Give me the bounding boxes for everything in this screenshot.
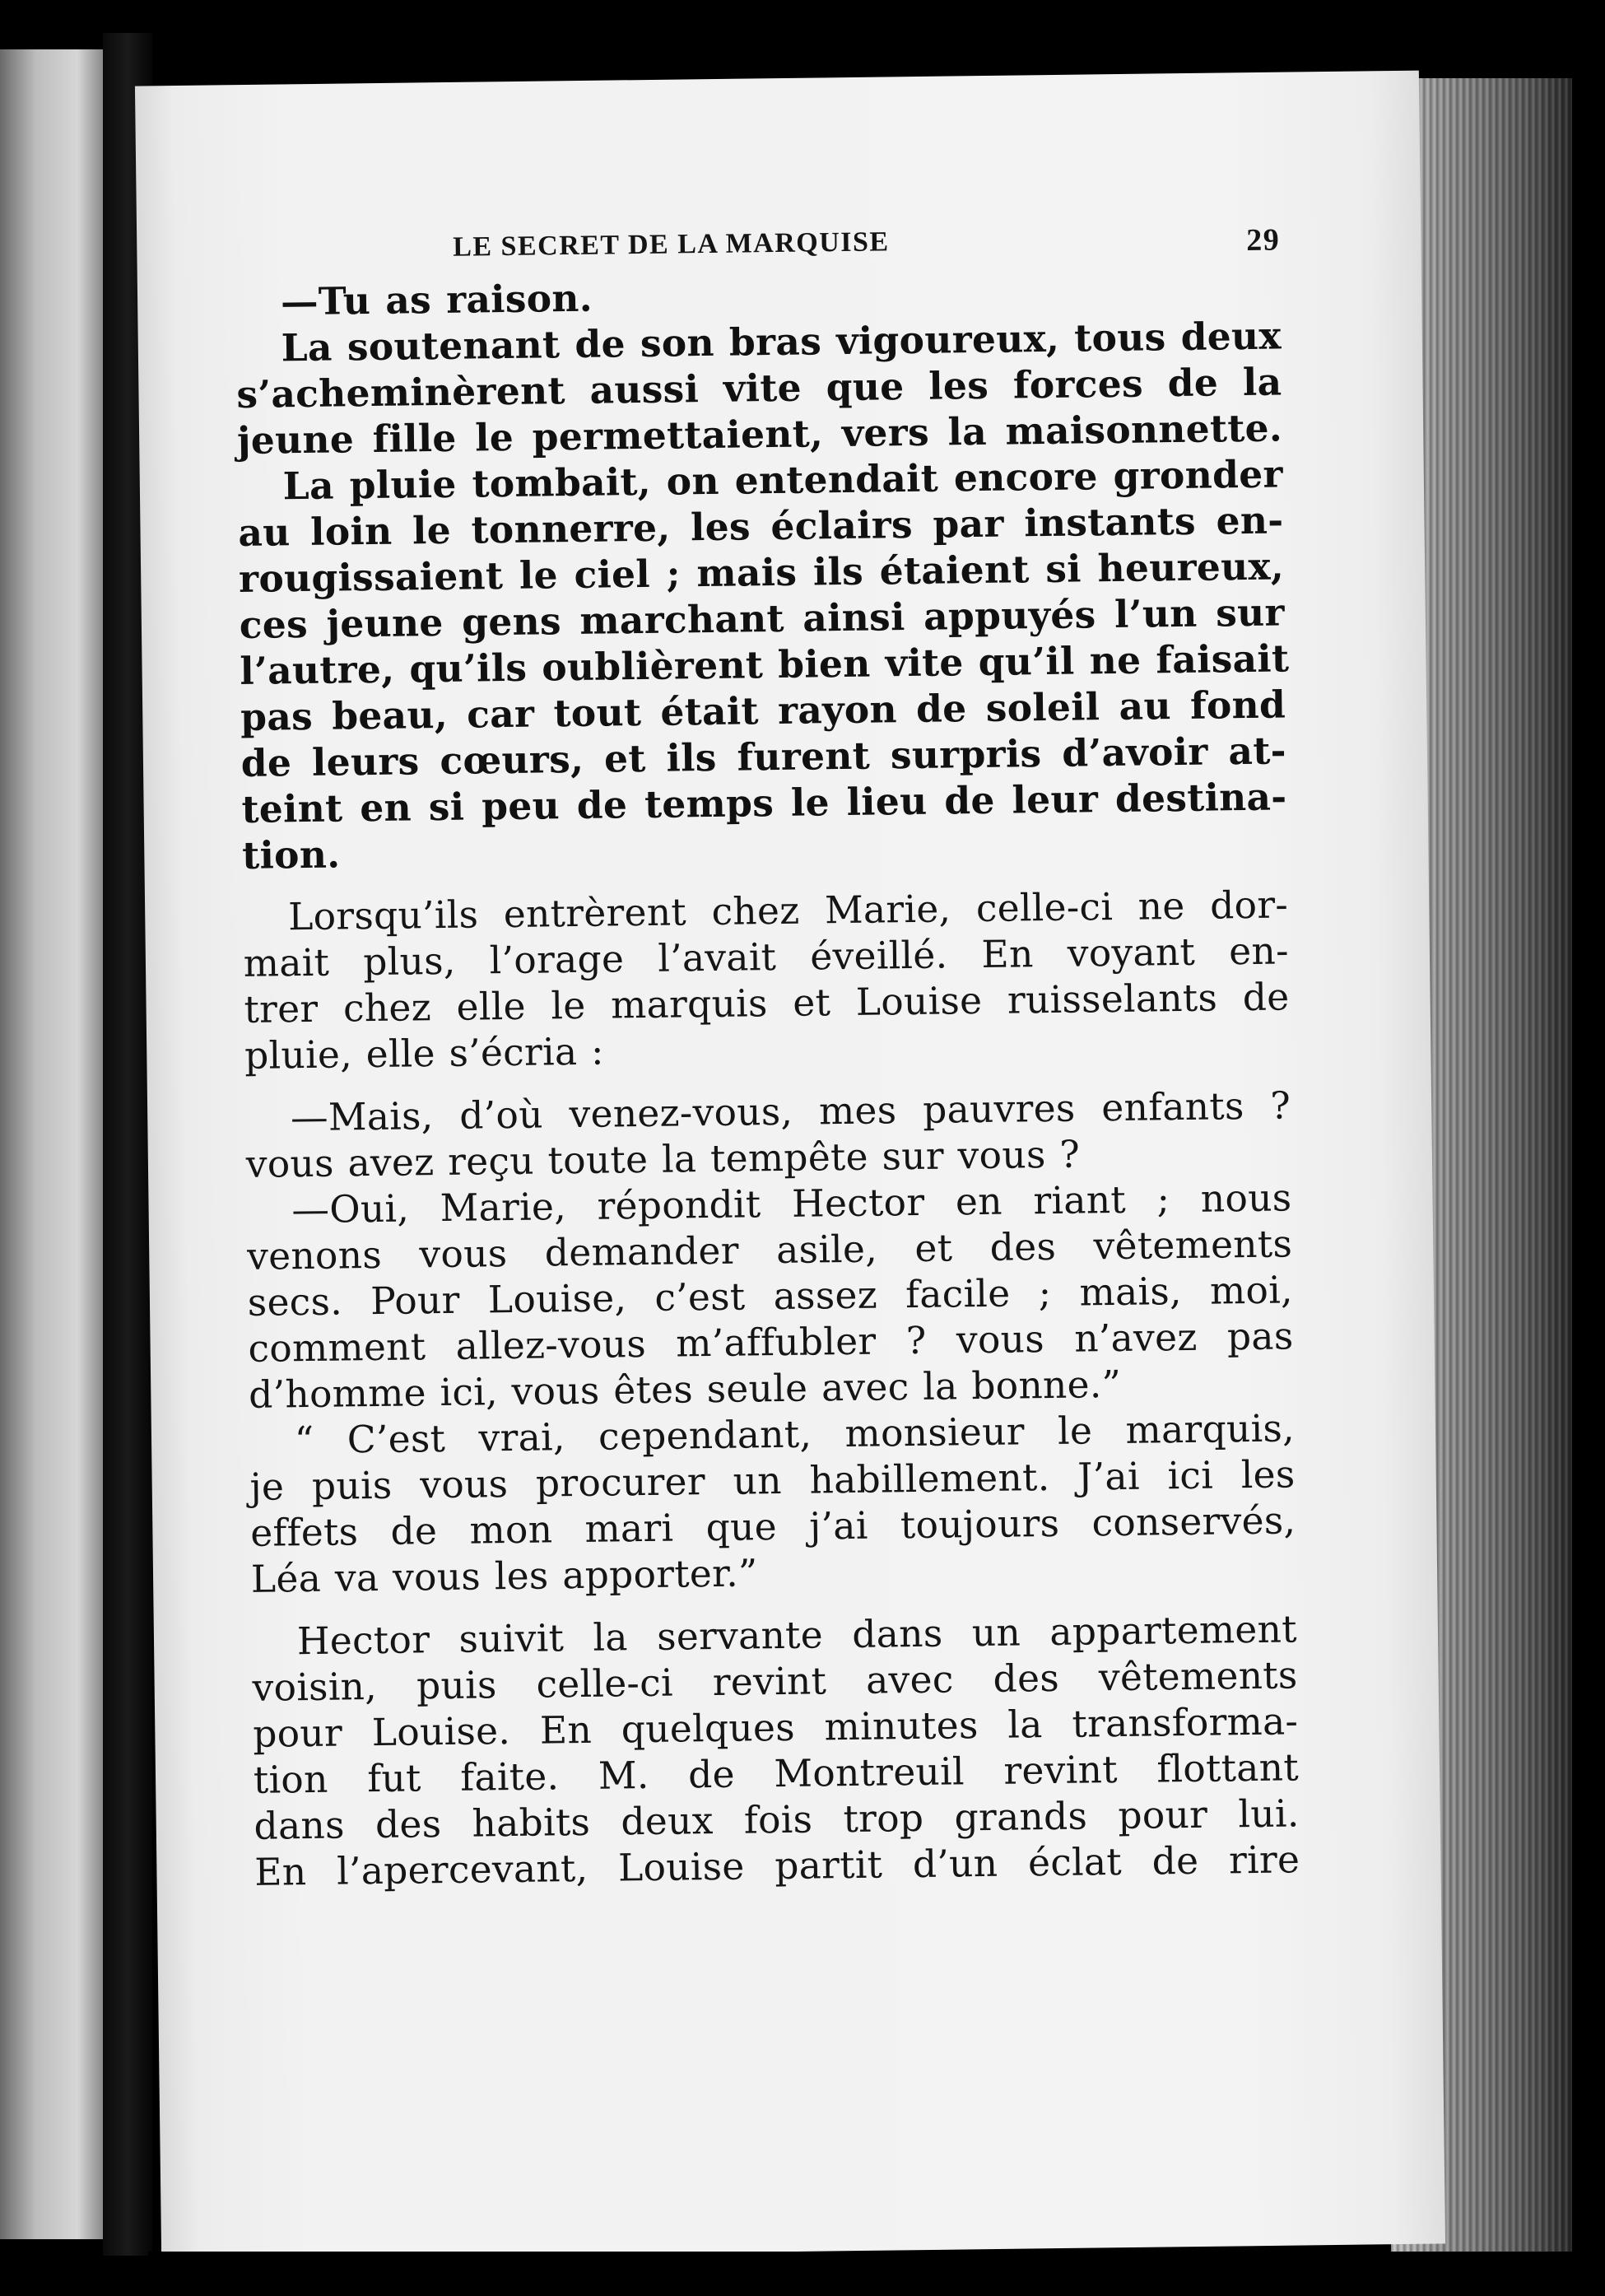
text-line: tion fut faite. M. de Montreuil revint flottant — [253, 1745, 1300, 1802]
text-line: comment allez-vous m’affubler ? vous n’avez pas — [248, 1314, 1294, 1371]
text-line: —Oui, Marie, répondit Hector en riant ; nous — [291, 1176, 1292, 1232]
text-line: venons vous demander asile, et des vêtements — [246, 1222, 1293, 1278]
paragraph-8 — [252, 1606, 1300, 1895]
text-line: Léa va vous les apporter.” — [250, 1551, 758, 1601]
text-line: jeune fille le permettaient, vers la maisonnette. — [236, 405, 1283, 463]
text-line: —Tu as raison. — [280, 275, 593, 324]
paragraph-dialogue-4 — [249, 1405, 1297, 1602]
text-line: trer chez elle le marquis et Louise ruisselants de — [244, 975, 1290, 1032]
left-page-edge — [0, 49, 103, 2239]
bottom-shadow — [148, 2252, 1572, 2296]
text-line: tion. — [241, 831, 341, 878]
text-line: En l’apercevant, Louise partit d’un éclat de rire — [254, 1837, 1300, 1894]
paragraph-3 — [237, 450, 1290, 878]
text-line: ces jeune gens marchant ainsi appuyés l’un sur — [239, 589, 1286, 647]
text-line: voisin, puis celle-ci revint avec des vêtements — [252, 1653, 1298, 1710]
text-line: La soutenant de son bras vigoureux, tous deux — [281, 313, 1282, 370]
paragraph-dialogue-3 — [246, 1175, 1294, 1418]
paragraph-4 — [243, 882, 1291, 1078]
text-line: d’homme ici, vous êtes seule avec la bonne.” — [248, 1362, 1122, 1417]
text-line: La pluie tombait, on entendait encore gronder — [282, 451, 1283, 509]
text-line: —Mais, d’où venez-vous, mes pauvres enfants ? — [290, 1083, 1291, 1140]
text-line: “ C’est vrai, cependant, monsieur le marquis, — [294, 1406, 1296, 1463]
text-line: teint en si peu de temps le lieu de leur destina- — [241, 774, 1287, 831]
text-line: effets de mon mari que j’ai toujours conservés, — [249, 1498, 1296, 1555]
text-line: au loin le tonnerre, les éclairs par instants en- — [238, 497, 1284, 555]
page-text-block — [235, 221, 1300, 1895]
text-line: secs. Pour Louise, c’est assez facile ; mais, moi, — [247, 1268, 1294, 1325]
running-title: LE SECRET DE LA MARQUISE — [452, 226, 890, 263]
text-line: pluie, elle s’écria : — [244, 1029, 605, 1078]
text-line: je puis vous procurer un habillement. J’ai ici les — [249, 1452, 1296, 1509]
page-number: 29 — [1245, 222, 1281, 258]
text-line: pour Louise. En quelques minutes la transforma- — [252, 1699, 1299, 1756]
text-line: mait plus, l’orage l’avait éveillé. En voyant en- — [243, 929, 1290, 985]
text-line: Lorsqu’ils entrèrent chez Marie, celle-ci ne dor- — [287, 883, 1289, 939]
text-line: Hector suivit la servante dans un appartement — [296, 1607, 1298, 1664]
text-line: vous avez reçu toute la tempête sur vous ? — [245, 1132, 1081, 1186]
text-line: dans des habits deux fois trop grands pour lui. — [254, 1791, 1300, 1848]
text-line: rougissaient le ciel ; mais ils étaient si heureux, — [238, 543, 1285, 601]
text-line: de leurs cœurs, et ils furent surpris d’avoir at- — [240, 728, 1287, 785]
text-line: s’acheminèrent aussi vite que les forces de la — [236, 359, 1282, 417]
text-line: pas beau, car tout était rayon de soleil au fond — [240, 682, 1286, 739]
paragraph-dialogue-2 — [245, 1083, 1291, 1188]
paragraph-2 — [235, 312, 1282, 463]
text-line: l’autre, qu’ils oublièrent bien vite qu’il ne faisait — [240, 636, 1290, 693]
